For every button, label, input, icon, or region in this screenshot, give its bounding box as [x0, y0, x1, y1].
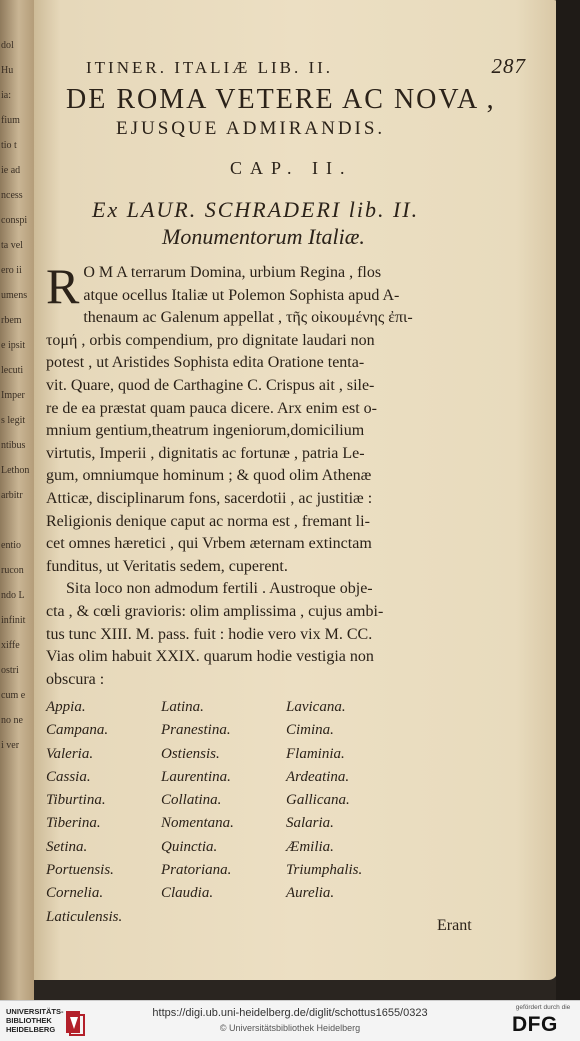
road-name: Æmilia.	[286, 838, 334, 855]
previous-page-fragment: rbem	[1, 315, 22, 326]
previous-page-fragment: Imper	[1, 390, 25, 401]
previous-page-fragment: ia:	[1, 90, 11, 101]
running-head	[86, 54, 526, 78]
previous-page-fragment: tio t	[1, 140, 17, 151]
previous-page-fragment: fium	[1, 115, 20, 126]
road-name: Cornelia.	[46, 885, 104, 902]
scan-background-edge	[556, 0, 580, 1000]
road-name: Gallicana.	[286, 792, 350, 809]
road-name: Lavicana.	[286, 699, 346, 715]
roads-row	[46, 722, 536, 745]
previous-page-fragment: no ne	[1, 715, 23, 726]
previous-page-fragment: cum e	[1, 690, 26, 701]
university-seal-icon	[64, 1009, 86, 1037]
page-number: 287	[491, 54, 526, 78]
road-name: Valeria.	[46, 745, 94, 762]
source-heading-work: Monumentorum Italiæ.	[162, 224, 365, 249]
roads-row	[46, 815, 536, 838]
body-line: Atticæ, disciplinarum fons, sacerdotii , ac justitiæ :	[46, 489, 373, 507]
chapter-title: DE ROMA VETERE AC NOVA ,	[66, 84, 496, 115]
road-name: Pratoriana.	[161, 862, 232, 879]
previous-page-fragment: arbitr	[1, 490, 23, 501]
body-line: cet omnes hæretici , qui Vrbem æternam extinctam	[46, 535, 372, 553]
previous-page-fragment: ostri	[1, 665, 19, 676]
road-name	[161, 909, 286, 932]
previous-page-fragment: ta vel	[1, 240, 23, 251]
body-line: O M A terrarum Domina, urbium Regina , flos	[83, 264, 382, 281]
library-name-line: UNIVERSITÄTS- BIBLIOTHEK HEIDELBERG	[6, 1007, 64, 1034]
road-name: Pranestina.	[161, 722, 231, 739]
previous-page-fragment: lecuti	[1, 365, 24, 376]
viewer-footer	[0, 1000, 580, 1041]
body-line: τομή , orbis compendium, pro dignitate laudari non	[46, 331, 375, 349]
previous-page-fragment: conspi	[1, 215, 28, 226]
road-name: Tiberina.	[46, 815, 101, 832]
previous-page-fragment: s legit	[1, 415, 26, 426]
body-line: gum, omniumque hominum ; & quod olim Athenæ	[46, 467, 372, 485]
roads-row	[46, 885, 536, 908]
road-name: Quinctia.	[161, 838, 218, 855]
body-line: funditus, ut Veritatis sedem, cuperent.	[46, 557, 288, 575]
previous-page-fragment: Lethon	[1, 465, 30, 476]
road-name: Setina.	[46, 838, 88, 855]
road-name: Aurelia.	[286, 885, 335, 902]
road-name: Latina.	[161, 699, 204, 715]
road-name: Ardeatina.	[286, 768, 350, 785]
road-name: Laurentina.	[161, 768, 231, 785]
road-name: Claudia.	[161, 885, 214, 902]
previous-page-fragment: xiffe	[1, 640, 20, 651]
road-name: Cassia.	[46, 768, 91, 785]
drop-cap: R	[46, 258, 80, 314]
body-line: Religionis denique caput ac norma est , fremant li-	[46, 512, 370, 530]
body-text	[46, 258, 546, 691]
road-name: Campana.	[46, 722, 109, 739]
body-line: obscura :	[46, 670, 105, 688]
previous-page-fragment: ntibus	[1, 440, 26, 451]
body-line: tus tunc XIII. M. pass. fuit : hodie vero vix M. CC.	[46, 625, 373, 643]
library-logo[interactable]	[6, 1007, 116, 1037]
road-name	[286, 909, 401, 932]
road-name: Cimina.	[286, 722, 334, 739]
previous-page-fragment: entio	[1, 540, 21, 551]
previous-page-fragment: infinit	[1, 615, 26, 626]
road-name: Salaria.	[286, 815, 334, 832]
previous-page-fragment: i ver	[1, 740, 20, 751]
funding-note: gefördert durch die	[515, 1004, 571, 1011]
previous-page-fragment: Hu	[1, 65, 14, 76]
road-name: Collatina.	[161, 792, 222, 809]
road-name: Flaminia.	[286, 745, 345, 762]
previous-page-fragment: dol	[1, 40, 14, 51]
catchword: Erant	[437, 917, 472, 934]
road-name: Ostiensis.	[161, 745, 220, 762]
body-line: potest , ut Aristides Sophista edita Oratione tenta-	[46, 354, 365, 372]
previous-page-fragment: ie ad	[1, 165, 21, 176]
body-line: vit. Quare, quod de Carthagine C. Crispus ait , sile-	[46, 376, 375, 394]
copyright-text: © Universitätsbibliothek Heidelberg	[219, 1023, 361, 1033]
road-name: Triumphalis.	[286, 862, 363, 879]
road-name: Portuensis.	[46, 862, 114, 879]
roads-row	[46, 839, 536, 862]
library-name	[6, 1007, 116, 1034]
body-line: cta , & cœli gravioris: olim amplissima , cujus ambi-	[46, 602, 384, 620]
body-line: thenaum ac Galenum appellat , τῆς οἰκουμένης ἐπι-	[83, 309, 413, 327]
previous-page-fragment: umens	[1, 290, 28, 301]
permalink-link[interactable]: https://digi.ub.uni-heidelberg.de/diglit/schottus1655/0323	[152, 1007, 428, 1019]
body-line: Sita loco non admodum fertili . Austroque obje-	[66, 580, 373, 598]
roads-row	[46, 769, 536, 792]
previous-page-fragment: ndo L	[1, 590, 25, 601]
previous-page-edge	[0, 0, 34, 1000]
road-name: Nomentana.	[161, 815, 234, 832]
roads-row	[46, 746, 536, 769]
body-line: atque ocellus Italiæ ut Polemon Sophista apud A-	[83, 286, 400, 304]
previous-page-fragment: ero ii	[1, 265, 22, 276]
source-heading: Ex LAUR. SCHRADERI lib. II.	[92, 197, 420, 222]
body-line: Vias olim habuit XXIX. quarum hodie vestigia non	[46, 648, 374, 666]
roads-row	[46, 792, 536, 815]
chapter-number: CAP. II.	[230, 158, 353, 178]
road-name: Tiburtina.	[46, 792, 106, 809]
chapter-subtitle: EJUSQUE ADMIRANDIS.	[116, 118, 386, 139]
road-name: Laticulensis.	[46, 908, 123, 925]
book-page	[34, 0, 558, 980]
roads-row	[46, 862, 536, 885]
roads-list	[46, 699, 536, 932]
body-line: re de ea præstat quam pauca dicere. Arx enim est o-	[46, 399, 377, 417]
body-line: mnium gentium,theatrum ingeniorum,domicilium	[46, 422, 365, 440]
running-head-text: ITINER. ITALIÆ LIB. II.	[86, 58, 334, 77]
dfg-logo[interactable]: DFG	[512, 1013, 558, 1036]
body-line: virtutis, Imperii , dignitatis ac fortunæ , patria Le-	[46, 444, 365, 462]
roads-row	[46, 699, 536, 722]
previous-page-fragment: ncess	[1, 190, 23, 201]
previous-page-fragment: e ipsit	[1, 340, 26, 351]
road-name: Appia.	[46, 699, 86, 715]
previous-page-fragment: rucon	[1, 565, 24, 576]
